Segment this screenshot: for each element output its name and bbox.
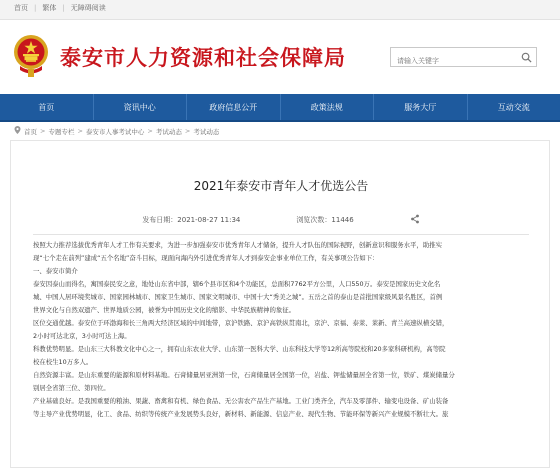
breadcrumb-item[interactable]: 考试动态 <box>155 127 182 136</box>
national-emblem-icon <box>12 32 50 78</box>
paragraph-line: 产业基础良好。是我国重要的粮油、果蔬、畜禽和有机、绿色食品、无公害农产品生产基地。工业门类齐全，汽车及零部件、输变电设备、矿山装备 <box>33 397 449 405</box>
location-icon <box>14 126 21 136</box>
breadcrumb-item[interactable]: 泰安市人事考试中心 <box>85 127 145 136</box>
site-header <box>0 20 560 94</box>
paragraph-line: 城、中国人居环境奖城市、国家园林城市、国家卫生城市、国家文明城市、中国十大“秀美之城”。五岳之首的泰山是首批国家级风景名胜区，首例 <box>33 293 443 301</box>
publish-date: 发布日期：2021-08-27 11:34 <box>142 216 241 224</box>
paragraph-line: 别居全省第三位、第四位。 <box>33 384 110 392</box>
separator: | <box>62 4 65 12</box>
top-links <box>14 3 106 13</box>
nav-underline <box>0 120 560 122</box>
paragraph-line: 科教优势明显。是山东三大科教文化中心之一，拥有山东农业大学、山东第一医科大学、山东科技大学等12所高等院校和20多家科研机构，高等院 <box>33 345 446 353</box>
nav-item-gov-info[interactable]: 政府信息公开 <box>187 94 281 120</box>
article-panel <box>10 140 550 468</box>
separator: | <box>34 4 37 12</box>
top-link-home[interactable]: 首页 <box>14 4 28 12</box>
nav-item-service-hall[interactable]: 服务大厅 <box>374 94 468 120</box>
breadcrumb-separator: > <box>184 127 191 135</box>
meta-divider <box>33 234 529 235</box>
breadcrumb-item[interactable]: 考试动态 <box>193 127 220 136</box>
paragraph-line: 按照大力推荐选拔优秀青年人才工作有关要求，为进一步加强泰安市优秀青年人才储备，提升人才队伍的国际视野，创新意识和服务水平，助推实 <box>33 241 442 249</box>
view-count: 浏览次数：11446 <box>296 216 354 224</box>
article-title: 2021年泰安市青年人才优选公告 <box>193 179 369 193</box>
search-input[interactable] <box>391 52 515 70</box>
paragraph-line: 现“七个走在前列”建成“五个名地”奋斗目标，现面向海内外引进优秀青年人才到泰安企事业单位工作，有关事项公告如下： <box>33 254 379 262</box>
top-bar <box>0 0 560 20</box>
top-link-traditional[interactable]: 繁体 <box>42 4 57 12</box>
paragraph-line: 自然资源丰富。是山东重要的能源和原材料基地。石膏储量居亚洲第一位，石膏储量居全国第一位，岩盐、钾盐储量居全省第一位，铁矿、煤炭储量分 <box>33 371 455 379</box>
share-icon[interactable] <box>410 214 420 226</box>
paragraph-line: 区位交通优越。泰安位于环渤海和长三角两大经济区域的中间地带，京沪铁路、京沪高铁纵贯南北，京沪、京福、泰莱、莱新、青兰高速纵横交错， <box>33 319 449 327</box>
main-nav <box>0 94 560 120</box>
nav-item-news[interactable]: 资讯中心 <box>94 94 188 120</box>
article-meta <box>11 209 551 231</box>
paragraph-line: 校在校生10万多人。 <box>33 358 93 366</box>
paragraph-line: 2小时可达北京，3小时可达上海。 <box>33 332 131 340</box>
search-box <box>390 47 537 67</box>
breadcrumb-separator: > <box>77 127 83 135</box>
breadcrumb <box>14 126 219 136</box>
breadcrumb-item[interactable]: 专题专栏 <box>48 127 75 136</box>
breadcrumb-item[interactable]: 首页 <box>24 127 37 136</box>
paragraph-line: 等主导产业优势明显，化工、食品、纺织等传统产业发展势头良好，新材料、新能源、信息产业、现代生物、节能环保等新兴产业规模不断壮大。旅 <box>33 410 449 418</box>
top-link-accessibility[interactable]: 无障碍阅读 <box>70 4 106 12</box>
paragraph-line: 世界文化与自然双遗产、世界地质公园，被誉为中国历史文化的缩影、中华民族精神的象征。 <box>33 306 296 314</box>
nav-item-interaction[interactable]: 互动交流 <box>497 102 530 112</box>
nav-item-home[interactable]: 首页 <box>0 94 94 120</box>
breadcrumb-separator: > <box>147 127 153 135</box>
breadcrumb-separator: > <box>40 127 46 135</box>
search-icon[interactable] <box>516 48 536 66</box>
nav-item-policy[interactable]: 政策法规 <box>281 94 375 120</box>
paragraph-line: 一、泰安市简介 <box>33 267 78 275</box>
paragraph-line: 泰安因泰山而得名，寓国泰民安之意，地处山东省中部，辖6个县市区和4个功能区，总面积7762平方公里，人口550万。泰安是国家历史文化名 <box>33 280 441 288</box>
site-title: 泰安市人力资源和社会保障局 <box>60 46 346 70</box>
article-body <box>33 239 533 421</box>
